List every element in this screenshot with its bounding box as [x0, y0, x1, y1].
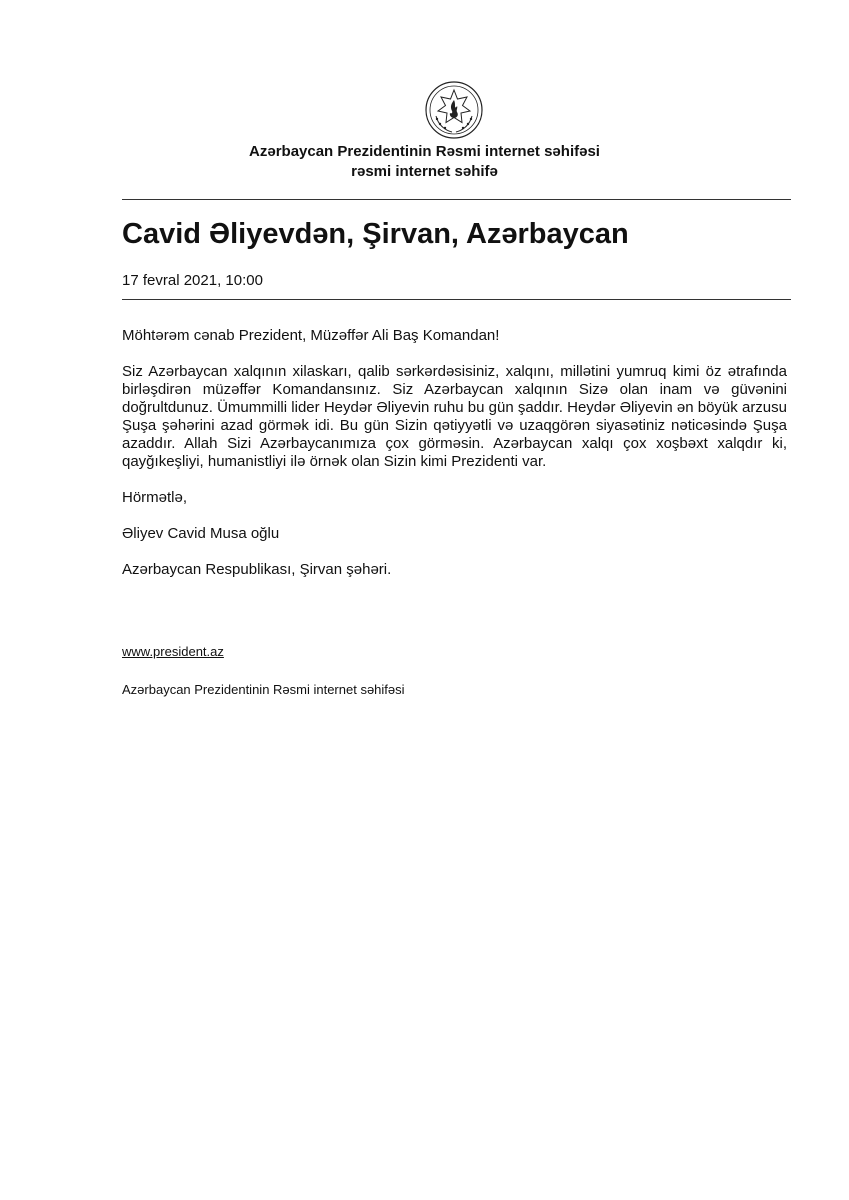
article-body: [122, 327, 787, 597]
article-title: Cavid Əliyevdən, Şirvan, Azərbaycan: [122, 218, 629, 250]
salutation: Möhtərəm cənab Prezident, Müzəffər Ali Baş Komandan!: [122, 327, 500, 344]
body-paragraph: Siz Azərbaycan xalqının xilaskarı, qalib sərkərdəsisiniz, xalqını, millətini yumruq kimi öz ətrafında birləşdirən müzəffər Komandansınız. Siz Azərbaycan xalqının Sizə olan inam və güvənini doğrultdunuz. Ümummilli lider Heydər Əliyevin ruhu bu gün şaddır. Heydər Əliyevin ən böyük arzusu Şuşa şəhərini azad görmək idi. Bu gün Sizin qətiyyətli və uzaqgörən siyasətiniz nəticəsində Şuşa azaddır. Allah Sizi Azərbaycanımıza çox görməsin. Azərbaycan xalqı çox xoşbəxt xalqdır ki, qayğıkeşliyi, humanistliyi ilə örnək olan Sizin kimi Prezidenti var.: [122, 363, 787, 470]
signature-name: Əliyev Cavid Musa oğlu: [122, 525, 280, 542]
site-title: Azərbaycan Prezidentinin Rəsmi internet səhifəsi: [249, 143, 600, 160]
website-link[interactable]: www.president.az: [122, 644, 224, 659]
footer-note: Azərbaycan Prezidentinin Rəsmi internet səhifəsi: [122, 682, 405, 697]
top-divider: [122, 199, 791, 200]
signature-location: Azərbaycan Respublikası, Şirvan şəhəri.: [122, 561, 392, 578]
azerbaijan-emblem-icon: [424, 80, 484, 140]
bottom-divider: [122, 299, 791, 300]
site-subtitle: rəsmi internet səhifə: [351, 163, 498, 180]
article-date: 17 fevral 2021, 10:00: [122, 272, 263, 289]
closing: Hörmətlə,: [122, 489, 188, 506]
